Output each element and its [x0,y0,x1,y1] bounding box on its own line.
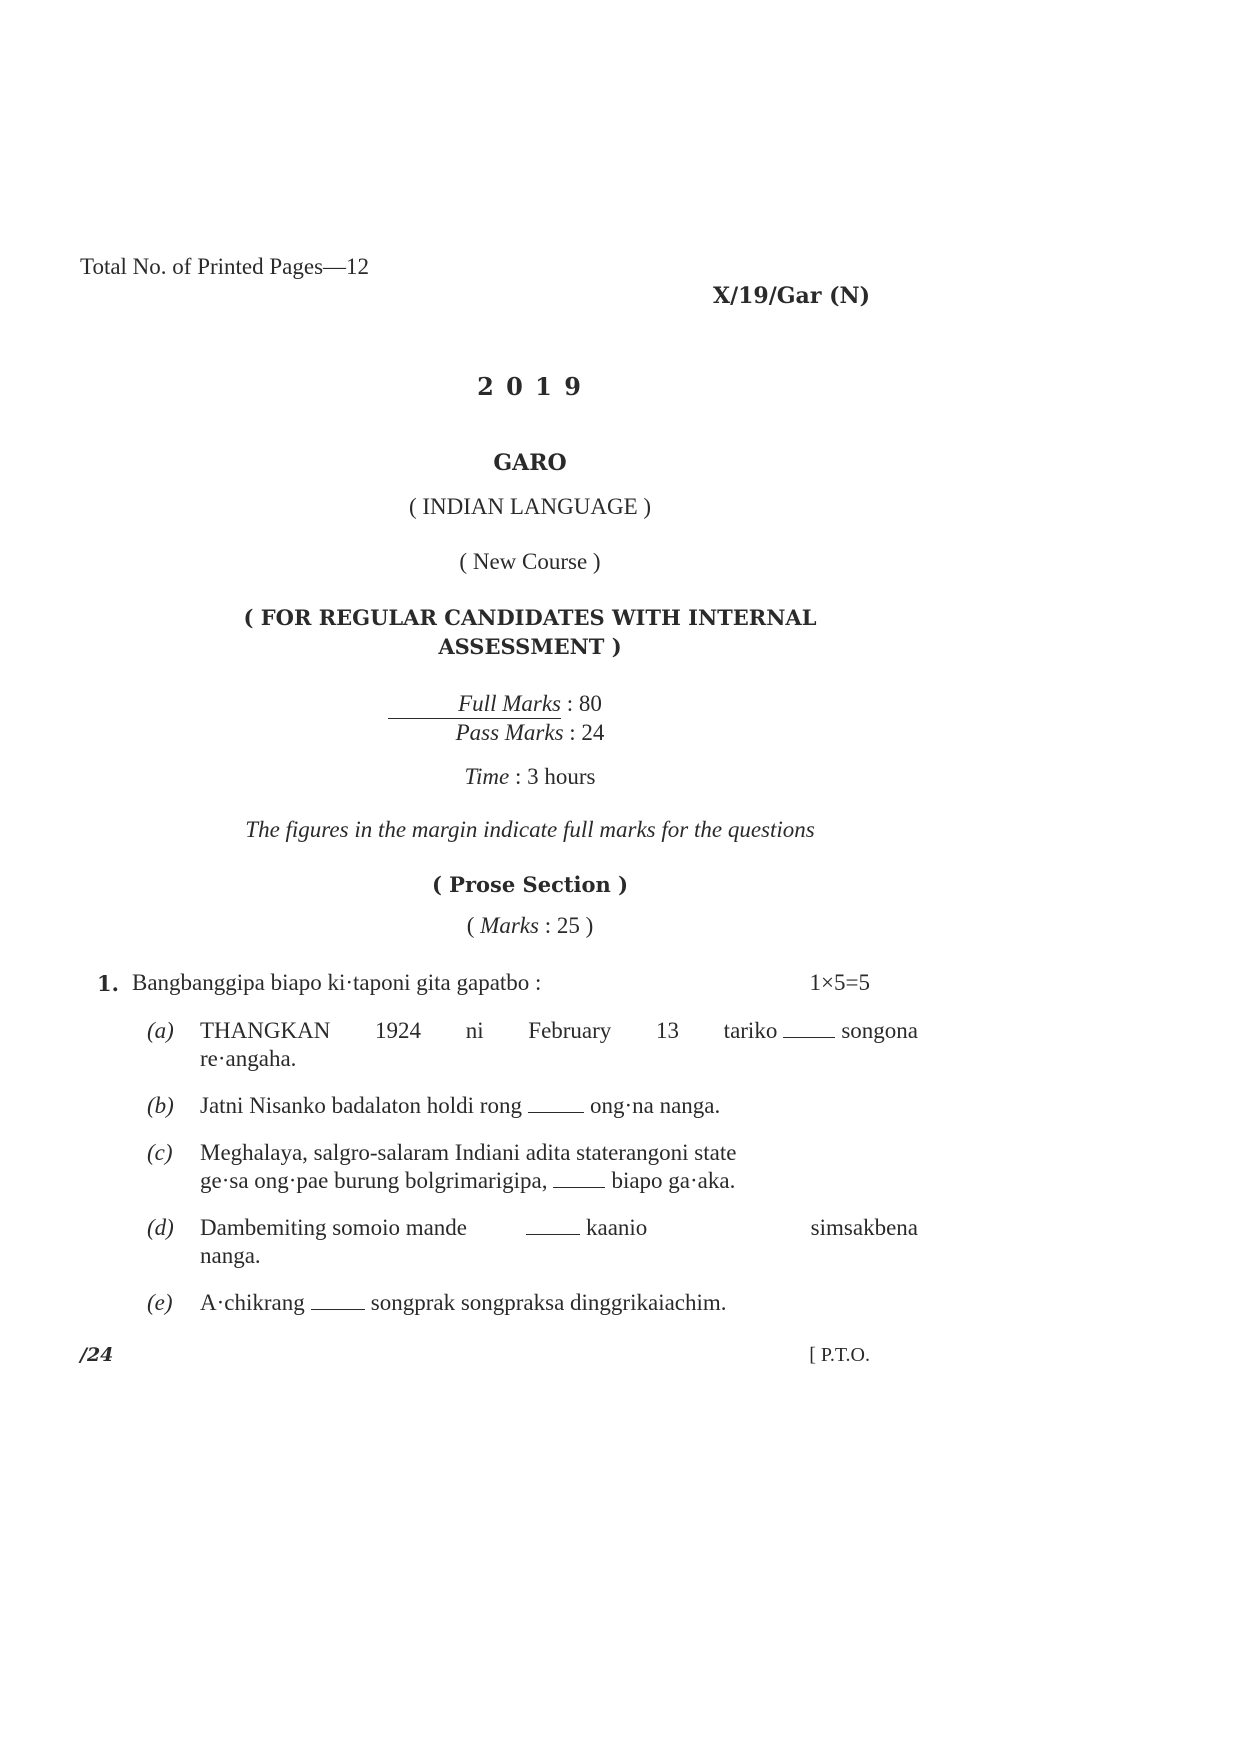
instruction-text: The figures in the margin indicate full marks for the questions [245,817,815,842]
exam-course: ( New Course ) [459,549,601,574]
item-b-text-after: ong·na nanga. [589,1093,721,1118]
exam-time [0,764,1060,790]
item-e-text-after: songprak songpraksa dinggrikaiachim. [370,1290,727,1315]
answer-blank [553,1186,605,1188]
item-a-text-after: songona [841,1018,918,1043]
item-letter: (b) [147,1093,174,1118]
section-marks-close: : 25 ) [538,913,594,938]
pass-marks-label: Pass Marks [455,720,564,745]
item-b-text-before: Jatni Nisanko badalaton holdi rong [200,1093,522,1118]
time-label: Time [464,764,510,789]
marks-divider [388,718,561,719]
full-marks-label: Full Marks [458,691,561,716]
item-e-line-1 [200,1289,918,1317]
item-c-line-2 [200,1167,918,1195]
full-marks [0,691,1060,717]
item-b-line-1 [200,1092,918,1120]
section-marks-label: Marks [480,913,539,938]
answer-blank [526,1233,580,1235]
question-text: Bangbanggipa biapo ki·taponi gita gapatbo : [132,970,542,995]
exam-year: 2 0 1 9 [477,372,583,401]
item-letter: (c) [147,1140,173,1165]
section-marks-open: ( [466,913,481,938]
item-letter: (e) [147,1290,173,1315]
exam-subject: GARO [493,450,567,476]
exam-subtitle: ( INDIAN LANGUAGE ) [408,494,652,519]
answer-blank [783,1036,835,1038]
item-a-line-1 [200,1017,918,1045]
footer-code: /24 [80,1344,114,1366]
item-d-text-before: Dambemiting somoio mande [200,1215,468,1240]
item-letter: (a) [147,1018,174,1043]
time-value: : 3 hours [509,764,596,789]
paper-code: X/19/Gar (N) [713,283,870,309]
answer-blank [311,1308,365,1310]
item-letter: (d) [147,1215,174,1240]
candidates-line-2: ASSESSMENT ) [438,634,622,659]
answer-blank [528,1111,584,1113]
section-marks [0,913,1060,939]
item-d-line-2: nanga. [200,1243,261,1268]
question-number: 1. [97,971,119,996]
item-d-line-1-right [518,1214,918,1242]
pass-marks [0,720,1060,746]
item-e-text-before: A·chikrang [200,1290,305,1315]
pass-marks-value: : 24 [563,720,605,745]
section-title: ( Prose Section ) [431,872,629,897]
item-a-text-before: THANGKAN 1924 ni February 13 tariko [200,1018,778,1043]
item-c-text-after: biapo ga·aka. [611,1168,736,1193]
question-marks: 1×5=5 [809,970,870,995]
item-c-text-before: ge·sa ong·pae burung bolgrimarigipa, [200,1168,548,1193]
item-d-text-after: kaanio simsakbena [586,1215,918,1240]
pto-label: [ P.T.O. [809,1344,870,1366]
item-c-line-1: Meghalaya, salgro-salaram Indiani adita staterangoni state [200,1140,737,1165]
printed-pages-note: Total No. of Printed Pages—12 [80,254,370,279]
full-marks-value: : 80 [560,691,602,716]
item-a-line-2: re·angaha. [200,1046,297,1071]
candidates-line-1: ( FOR REGULAR CANDIDATES WITH INTERNAL [243,605,817,630]
